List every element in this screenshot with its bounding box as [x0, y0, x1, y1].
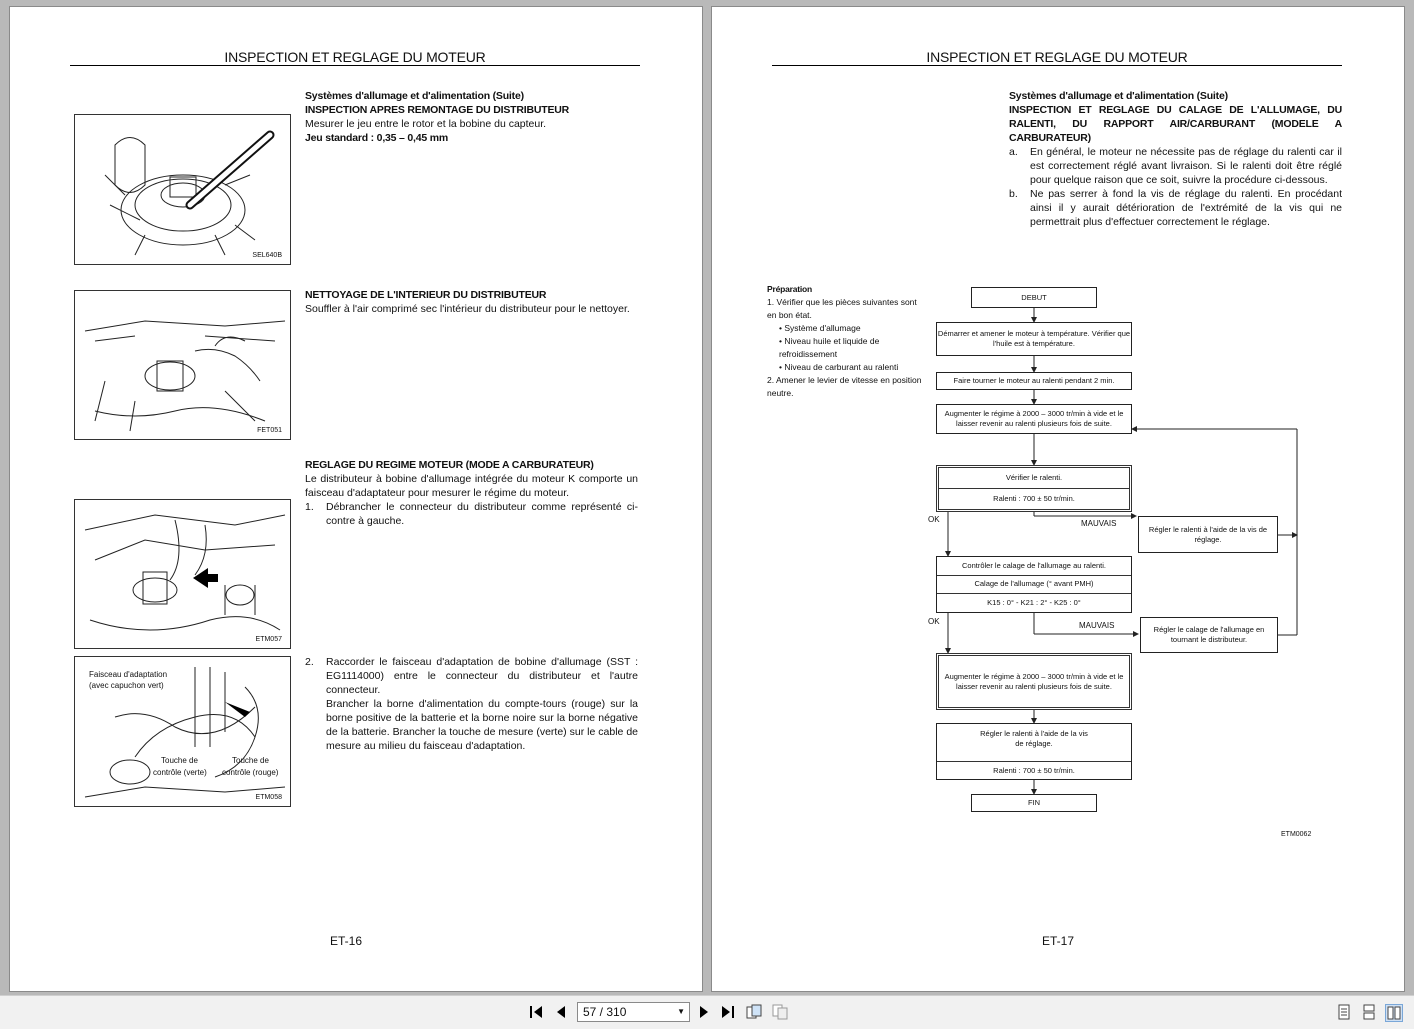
flow-check-idle: Vérifier le ralenti. Ralenti : 700 ± 50 tr/min.: [936, 465, 1132, 512]
section-adapter-connection: [305, 655, 638, 753]
section-subtitle: INSPECTION ET REGLAGE DU CALAGE DE L'ALLUMAGE, DU RALENTI, DU RAPPORT AIR/CARBURANT (MODELE A CARBURATEUR): [1009, 104, 1342, 144]
preparation-bullet: • Système d'allumage: [779, 323, 861, 333]
section-engine-speed: [305, 458, 638, 528]
flow-step-adjust-idle: Régler le ralenti à l'aide de la vis de réglage. Ralenti : 700 ± 50 tr/min.: [936, 723, 1132, 780]
single-page-view-button[interactable]: [1336, 1004, 1352, 1020]
chevron-down-icon: ▼: [677, 1007, 685, 1016]
flow-check-timing: Contrôler le calage de l'allumage au ralenti. Calage de l'allumage (° avant PMH) K15 : 0° - K21 : 2° - K25 : 0°: [936, 556, 1132, 613]
flow-label-ok: OK: [928, 617, 940, 626]
figure-label: Touche de: [161, 756, 198, 765]
figure-label: (avec capuchon vert): [89, 681, 164, 690]
flow-fix-idle: Régler le ralenti à l'aide de la vis de réglage.: [1138, 516, 1278, 553]
figure-code: ETM0062: [1281, 831, 1312, 838]
section-title: NETTOYAGE DE L'INTERIEUR DU DISTRIBUTEUR: [305, 289, 547, 301]
figure-code: FET051: [257, 427, 282, 434]
first-page-button[interactable]: [528, 1004, 544, 1020]
continuous-view-button[interactable]: [1361, 1004, 1377, 1020]
section-title: Systèmes d'allumage et d'alimentation (Suite): [1009, 90, 1228, 102]
page-number: ET-17: [1041, 934, 1074, 948]
section-text: Le distributeur à bobine d'allumage intégrée du moteur K comporte un faisceau d'adaptateur pour mesurer le régime du moteur.: [305, 473, 638, 499]
note-b: b. Ne pas serrer à fond la vis de réglage du ralenti. En procédant ainsi il y aurait détérioration de l'extrémité de la vis qui ne permettrait plus d'effectuer correctement le réglage.: [1009, 188, 1342, 228]
go-forward-icon: [772, 1004, 788, 1020]
section-title: Systèmes d'allumage et d'alimentation (Suite): [305, 90, 524, 102]
distributor-cleaning-figure: [74, 290, 291, 440]
figure-label: Touche de: [232, 756, 269, 765]
preparation-item: 2. Amener le levier de vitesse en position neutre.: [767, 375, 922, 398]
continuous-page-icon: [1363, 1004, 1375, 1020]
distributor-rotor-drawing: [75, 115, 291, 265]
standard-gap-spec: Jeu standard : 0,35 – 0,45 mm: [305, 132, 449, 144]
step-2-detail: Brancher la borne d'alimentation du compte-tours (rouge) sur la borne positive de la batterie et la borne noire sur la borne négative de la batterie. Brancher la touche de mesure (verte) sur le cable de mesure au milieu du faisceau d'adaptation.: [326, 698, 638, 752]
flow-label-bad: MAUVAIS: [1079, 621, 1115, 630]
next-page-button[interactable]: [696, 1004, 712, 1020]
distributor-cleaning-drawing: [75, 291, 291, 440]
adapter-harness-drawing: [75, 657, 291, 807]
previous-page-button[interactable]: [553, 1004, 569, 1020]
facing-pages-icon: [1387, 1006, 1401, 1020]
section-text: Mesurer le jeu entre le rotor et la bobine du capteur.: [305, 118, 547, 130]
flow-end: FIN: [971, 794, 1097, 812]
distributor-connector-figure: [74, 499, 291, 649]
figure-label: contrôle (rouge): [222, 768, 279, 777]
section-rotor-inspection: [305, 89, 640, 145]
page-header: INSPECTION ET REGLAGE DU MOTEUR: [224, 49, 486, 65]
step-2: 2. Raccorder le faisceau d'adaptation de bobine d'allumage (SST : EG1114000) entre le connecteur du distributeur et l'autre connecteur.: [305, 656, 638, 696]
distributor-rotor-figure: [74, 114, 291, 265]
preparation-bullet: • Niveau de carburant au ralenti: [779, 362, 899, 372]
go-forward-button[interactable]: [772, 1004, 788, 1020]
figure-code: ETM058: [255, 794, 282, 801]
section-title: REGLAGE DU REGIME MOTEUR (MODE A CARBURATEUR): [305, 459, 594, 471]
single-page-icon: [1338, 1004, 1350, 1020]
flow-step-idle-2min: Faire tourner le moteur au ralenti pendant 2 min.: [936, 372, 1132, 390]
adapter-harness-figure: [74, 656, 291, 807]
figure-label: contrôle (verte): [153, 768, 207, 777]
go-back-button[interactable]: [746, 1004, 762, 1020]
previous-page-icon: [556, 1006, 566, 1018]
flow-start: DEBUT: [971, 287, 1097, 308]
right-page: [711, 6, 1405, 992]
step-1: 1. Débrancher le connecteur du distributeur comme représenté ci-contre à gauche.: [305, 501, 638, 527]
figure-code: ETM057: [255, 636, 282, 643]
last-page-button[interactable]: [720, 1004, 736, 1020]
flow-step-warmup: Démarrer et amener le moteur à température. Vérifier que l'huile est à température.: [936, 322, 1132, 356]
figure-code: SEL640B: [252, 252, 282, 259]
page-number-input[interactable]: 57 / 310 ▼: [577, 1002, 690, 1022]
last-page-icon: [721, 1006, 735, 1018]
go-back-icon: [746, 1004, 762, 1020]
left-page: [9, 6, 703, 992]
figure-label: Faisceau d'adaptation: [89, 670, 168, 679]
flow-fix-timing: Régler le calage de l'allumage en tournant le distributeur.: [1140, 617, 1278, 653]
section-distributor-cleaning: [305, 288, 638, 316]
first-page-icon: [529, 1006, 543, 1018]
preparation-bullet: • Niveau huile et liquide de refroidissement: [779, 336, 880, 359]
section-text: Souffler à l'air comprimé sec l'intérieur du distributeur pour le nettoyer.: [305, 303, 630, 315]
note-a: a. En général, le moteur ne nécessite pas de réglage du ralenti car il est correctement réglé avant livraison. Si le ralenti doit être réglé pour quelque raison que ce soit, suivre la procédure ci-dessous.: [1009, 146, 1342, 186]
flow-label-ok: OK: [928, 515, 940, 524]
flow-step-rev-up: Augmenter le régime à 2000 – 3000 tr/min à vide et le laisser revenir au ralenti plusieurs fois de suite.: [936, 404, 1132, 434]
flow-step-rev-up-2: Augmenter le régime à 2000 – 3000 tr/min à vide et le laisser revenir au ralenti plusieurs fois de suite.: [936, 653, 1132, 710]
flow-label-bad: MAUVAIS: [1081, 519, 1117, 528]
section-subtitle: INSPECTION APRES REMONTAGE DU DISTRIBUTEUR: [305, 104, 570, 116]
preparation-title: Préparation: [767, 284, 813, 294]
viewer-toolbar: [0, 995, 1414, 1029]
distributor-connector-drawing: [75, 500, 291, 649]
facing-pages-view-button[interactable]: [1385, 1004, 1403, 1022]
page-header: INSPECTION ET REGLAGE DU MOTEUR: [926, 49, 1188, 65]
preparation-item: 1. Vérifier que les pièces suivantes sont en bon état.: [767, 297, 917, 320]
page-number: ET-16: [329, 934, 362, 948]
header-rule: [70, 65, 640, 67]
next-page-icon: [699, 1006, 709, 1018]
